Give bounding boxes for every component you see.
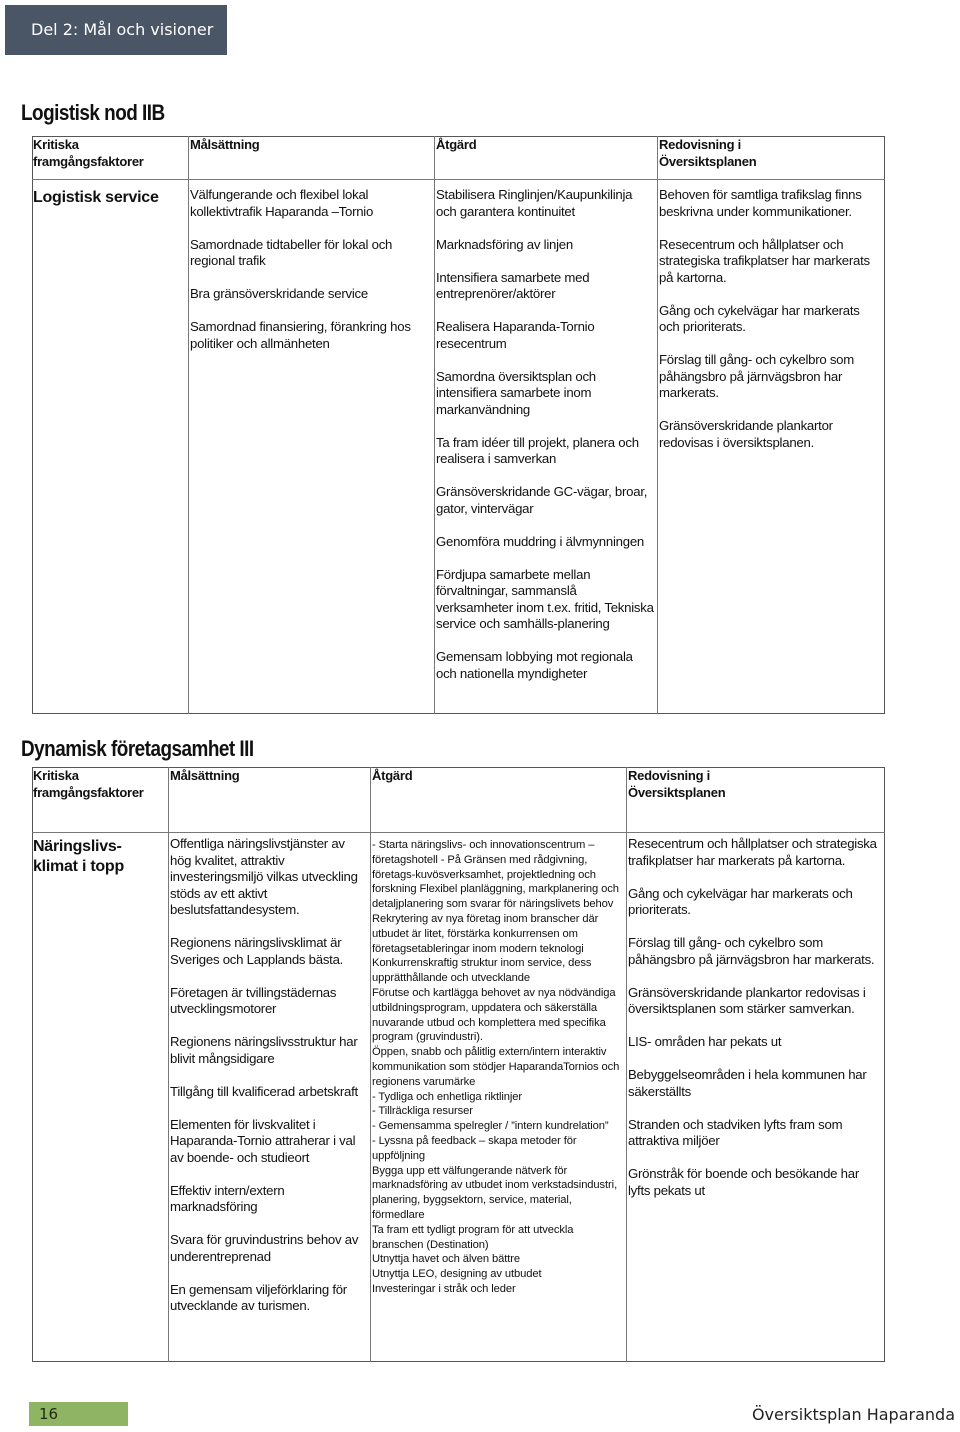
goal-item: Bra gränsöverskridande service (190, 286, 368, 301)
factor-logistisk-service: Logistisk service (33, 189, 159, 206)
goal-item: Regionens näringslivsklimat är Sveriges och Lapplands bästa. (170, 935, 344, 967)
goal-item: Samordnad finansiering, förankring hos politiker och allmänheten (190, 319, 411, 351)
header-divider (32, 832, 885, 833)
header-redovisning: Redovisning i Översiktsplanen (628, 768, 726, 800)
goals-column (170, 836, 368, 1315)
goal-item: Offentliga näringslivstjänster av hög kvalitet, attraktiv investeringsmiljö vilkas utveckling stöds av ett aktivt beslutsfattandesystem. (170, 836, 358, 917)
action-item: Fördjupa samarbete mellan förvaltningar, sammanslå verksamheter inom t.ex. fritid, Tekniska service och samhälls-planering (436, 566, 654, 631)
reports-column (628, 836, 883, 1199)
action-item: Förutse och kartlägga behovet av nya nödvändiga utbildningsprogram, uppdatera och säkerställa nuvarande utbud och komplettera med specifika program (gruvindustri). (372, 986, 616, 1044)
action-item: Gemensam lobbying mot regionala och nationella myndigheter (436, 649, 633, 681)
report-item: Resecentrum och hållplatser och strategiska trafikplatser har markerats på kartorna. (628, 836, 877, 868)
header-kritiska: Kritiska framgångsfaktorer (33, 768, 144, 800)
action-item: Rekrytering av nya företag inom branscher där utbudet är litet, förstärka konkurrensen om företagsetableringar inom modern teknologi (372, 912, 599, 955)
goal-item: Tillgång till kvalificerad arbetskraft (170, 1083, 358, 1099)
action-item: Ta fram idéer till projekt, planera och realisera i samverkan (436, 434, 639, 466)
goal-item: Svara för gruvindustrins behov av underentreprenad (170, 1232, 359, 1264)
report-item: Grönstråk för boende och besökande har lyfts pekats ut (628, 1166, 859, 1198)
header-malsattning: Målsättning (190, 137, 260, 152)
action-item: Utnyttja LEO, designing av utbudet (372, 1268, 542, 1281)
report-item: Gång och cykelvägar har markerats och prioriterats. (659, 302, 860, 334)
goal-item: Regionens näringslivsstruktur har blivit mångsidigare (170, 1034, 358, 1066)
action-item: Samordna översiktsplan och intensifiera samarbete inom markanvändning (436, 368, 596, 417)
report-item: Resecentrum och hållplatser och strategiska trafikplatser har markerats på kartorna. (659, 236, 870, 285)
action-item: Öppen, snabb och pålitlig extern/intern interaktiv kommunikation som stödjer HaparandaTornios och regionens varumärke (372, 1046, 620, 1088)
column-divider (626, 767, 627, 1362)
goal-item: Effektiv intern/extern marknadsföring (170, 1182, 285, 1214)
header-malsattning: Målsättning (170, 768, 240, 783)
factor-naringslivsklimat: Näringslivs- klimat i topp (33, 838, 124, 875)
goal-item: Samordnade tidtabeller för lokal och regional trafik (190, 236, 393, 268)
action-item: Konkurrenskraftig struktur inom service, dess upprätthållande och utvecklande (372, 957, 592, 985)
report-item: Gränsöverskridande plankartor redovisas i översiktsplanen som stärker samverkan. (628, 984, 866, 1016)
column-divider (370, 767, 371, 1362)
report-item: Bebyggelseområden i hela kommunen har säkerställts (628, 1067, 867, 1099)
actions-column (436, 187, 654, 682)
actions-column (372, 838, 624, 1297)
header-atgard: Åtgärd (372, 768, 413, 783)
action-item: Bygga upp ett välfungerande nätverk för marknadsföring av utbudet inom verkstadsindustri, planering, byggsektorn, service, material, förmedlare (372, 1164, 618, 1221)
action-item: - Starta näringslivs- och innovationscentrum – företagshotell - På Gränsen med rådgivning, företags-kuvösverksamhet, projektledning och forskning Flexibel planläggning, markplanering och detaljplanering som svarar för näringslivets behov (372, 839, 619, 911)
goal-item: Företagen är tvillingstädernas utvecklingsmotorer (170, 984, 337, 1016)
column-divider (168, 767, 169, 1362)
header-redovisning: Redovisning i Översiktsplanen (659, 137, 757, 169)
action-item: - Gemensamma spelregler / ”intern kundrelation” (372, 1120, 609, 1133)
header-atgard: Åtgärd (436, 137, 477, 152)
report-item: Förslag till gång- och cykelbro som påhängsbro på järnvägsbron har markerats. (628, 935, 875, 967)
section-title-logistisk-nod: Logistisk nod IIB (21, 100, 165, 125)
page-number: 16 (29, 1402, 128, 1426)
action-item: Intensifiera samarbete med entreprenörer/aktörer (436, 269, 590, 301)
reports-column (659, 187, 883, 451)
report-item: LIS- områden har pekats ut (628, 1034, 782, 1049)
report-item: Stranden och stadviken lyfts fram som attraktiva miljöer (628, 1116, 843, 1148)
header-kritiska: Kritiska framgångsfaktorer (33, 137, 144, 169)
goals-column (190, 187, 432, 352)
action-item: Marknadsföring av linjen (436, 236, 573, 252)
section-title-dynamisk-foretagsamhet: Dynamisk företagsamhet III (21, 736, 254, 761)
goal-item: En gemensam viljeförklaring för utvecklande av turismen. (170, 1281, 347, 1313)
action-item: - Tydliga och enhetliga riktlinjer (372, 1090, 522, 1103)
report-item: Gränsöverskridande plankartor redovisas i översiktsplanen. (659, 418, 833, 450)
action-item: Utnyttja havet och älven bättre (372, 1253, 521, 1266)
action-item: Realisera Haparanda-Tornio resecentrum (436, 319, 595, 351)
report-item: Behoven för samtliga trafikslag finns beskrivna under kommunikationer. (659, 187, 862, 219)
column-divider (657, 136, 658, 714)
report-item: Förslag till gång- och cykelbro som påhängsbro på järnvägsbron har markerats. (659, 352, 855, 400)
action-item: Stabilisera Ringlinjen/Kaupunkilinja och garantera kontinuitet (436, 187, 633, 219)
action-item: Gränsöverskridande GC-vägar, broar, gator, vintervägar (436, 484, 648, 516)
document-title: Översiktsplan Haparanda (751, 1405, 955, 1424)
action-item: Investeringar i stråk och leder (372, 1282, 516, 1295)
action-item: - Lyssna på feedback – skapa metoder för uppföljning (372, 1134, 577, 1162)
report-item: Gång och cykelvägar har markerats och prioriterats. (628, 885, 853, 917)
action-item: Ta fram ett tydligt program för att utveckla branschen (Destination) (372, 1223, 574, 1251)
goal-item: Elementen för livskvalitet i Haparanda-Tornio attraherar i val av boende- och studieort (170, 1116, 356, 1165)
action-item: - Tillräckliga resurser (372, 1105, 473, 1118)
column-divider (434, 136, 435, 714)
goal-item: Välfungerande och flexibel lokal kollektivtrafik Haparanda –Tornio (190, 187, 374, 219)
action-item: Genomföra muddring i älvmynningen (436, 533, 644, 549)
column-divider (188, 136, 189, 714)
header-divider (32, 179, 885, 180)
chapter-tab: Del 2: Mål och visioner (5, 5, 227, 55)
